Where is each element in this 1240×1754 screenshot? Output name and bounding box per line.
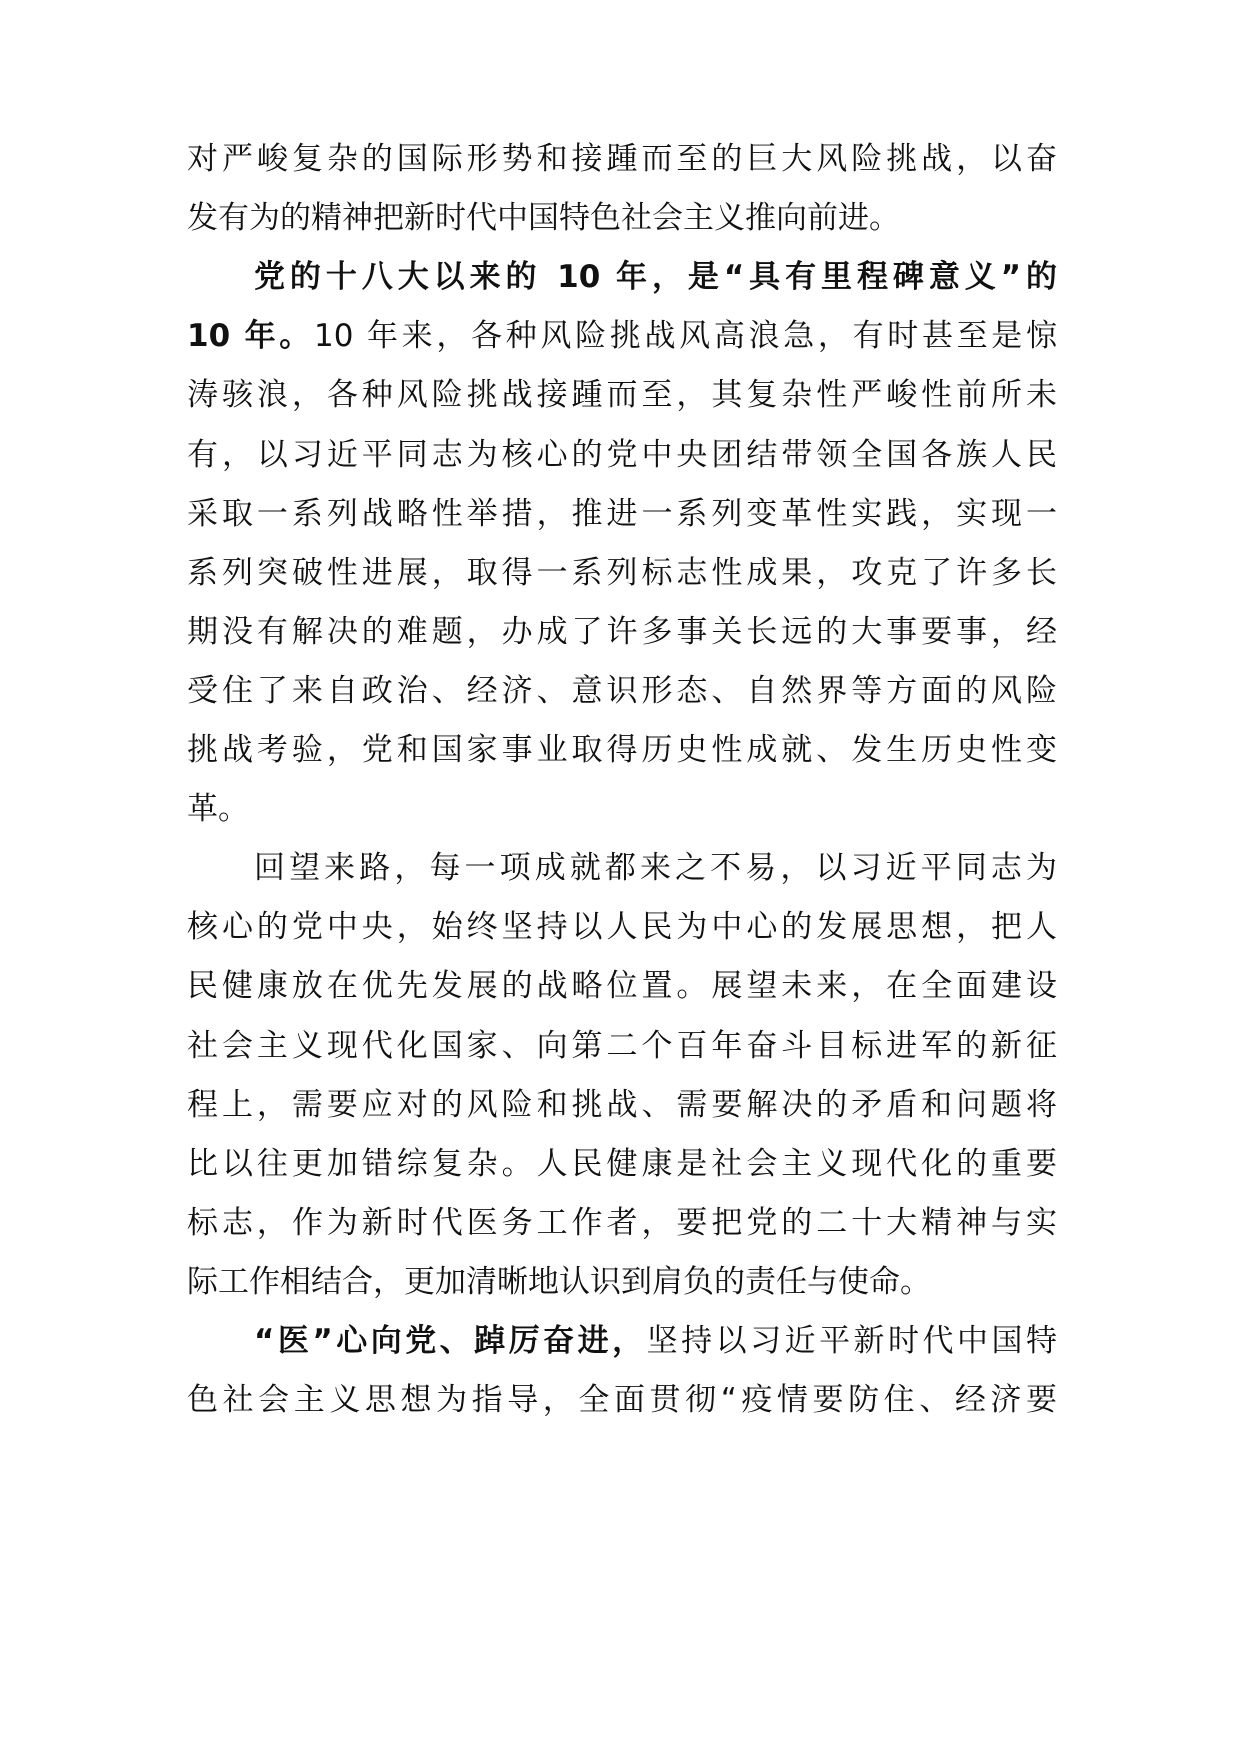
text-run: 挑战考验，党和国家事业取得历史性成就、发生历史性变 bbox=[187, 732, 1057, 768]
text-run: 受住了来自政治、经济、意识形态、自然界等方面的风险 bbox=[187, 672, 1057, 709]
text-run: 期没有解决的难题，办成了许多事关长远的大事要事，经 bbox=[187, 613, 1057, 650]
text-line bbox=[187, 1013, 1057, 1079]
text-line bbox=[187, 1367, 1057, 1433]
text-line bbox=[187, 894, 1057, 960]
text-line bbox=[254, 1308, 1057, 1374]
text-line bbox=[187, 185, 1057, 251]
text-run: 核心的党中央，始终坚持以人民为中心的发展思想，把人 bbox=[187, 909, 1057, 946]
bold-text-run: 10 年。 bbox=[187, 318, 314, 355]
text-line bbox=[254, 835, 1057, 901]
text-run: 社会主义现代化国家、向第二个百年奋斗目标进军的新征 bbox=[187, 1027, 1057, 1064]
text-run: 坚持以习近平新时代中国特 bbox=[646, 1323, 1058, 1359]
text-line bbox=[187, 953, 1057, 1019]
text-run: 10 年来，各种风险挑战风高浪急，有时甚至是惊 bbox=[314, 318, 1057, 355]
text-line bbox=[187, 658, 1057, 724]
text-run: 比以往更加错综复杂。人民健康是社会主义现代化的重要 bbox=[187, 1145, 1057, 1182]
text-run: 际工作相结合，更加清晰地认识到肩负的责任与使命。 bbox=[187, 1263, 931, 1300]
text-line bbox=[187, 422, 1057, 488]
text-line bbox=[187, 481, 1057, 547]
text-line bbox=[187, 776, 1057, 842]
text-line bbox=[254, 244, 1057, 310]
text-run: 回望来路，每一项成就都来之不易，以习近平同志为 bbox=[254, 850, 1057, 887]
text-line bbox=[187, 303, 1057, 369]
text-line bbox=[187, 717, 1057, 783]
text-line bbox=[187, 1190, 1057, 1256]
text-line bbox=[187, 362, 1057, 428]
text-run: 程上，需要应对的风险和挑战、需要解决的矛盾和问题将 bbox=[187, 1086, 1057, 1123]
text-line bbox=[187, 126, 1057, 192]
text-line bbox=[187, 1072, 1057, 1138]
text-line bbox=[187, 1249, 1057, 1315]
text-line bbox=[187, 599, 1057, 665]
text-run: 系列突破性进展，取得一系列标志性成果，攻克了许多长 bbox=[187, 554, 1057, 591]
text-run: 革。 bbox=[187, 791, 249, 828]
bold-text-run: “医”心向党、踔厉奋进， bbox=[254, 1323, 647, 1359]
text-run: 对严峻复杂的国际形势和接踵而至的巨大风险挑战，以奋 bbox=[187, 141, 1057, 177]
text-run: 涛骇浪，各种风险挑战接踵而至，其复杂性严峻性前所未 bbox=[187, 377, 1057, 414]
text-run: 标志，作为新时代医务工作者，要把党的二十大精神与实 bbox=[187, 1204, 1057, 1241]
text-line bbox=[187, 1131, 1057, 1197]
text-run: 采取一系列战略性举措，推进一系列变革性实践，实现一 bbox=[187, 495, 1057, 532]
bold-text-run: 党的十八大以来的 10 年，是“具有里程碑意义”的 bbox=[254, 259, 1057, 296]
text-line bbox=[187, 540, 1057, 606]
text-run: 色社会主义思想为指导，全面贯彻“疫情要防住、经济要 bbox=[187, 1382, 1057, 1419]
text-run: 有，以习近平同志为核心的党中央团结带领全国各族人民 bbox=[187, 436, 1057, 473]
text-run: 发有为的精神把新时代中国特色社会主义推向前进。 bbox=[187, 200, 900, 237]
text-run: 民健康放在优先发展的战略位置。展望未来，在全面建设 bbox=[187, 968, 1057, 1005]
